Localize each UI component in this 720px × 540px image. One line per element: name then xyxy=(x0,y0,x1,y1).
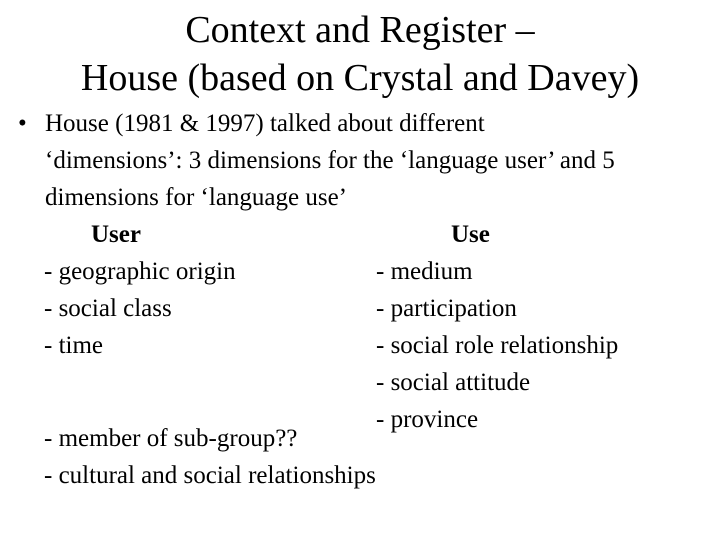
use-item: - province xyxy=(376,406,479,433)
user-item: - time xyxy=(44,332,104,359)
extra-item: - cultural and social relationships xyxy=(44,462,376,489)
bullet-text-line-2: ‘dimensions’: 3 dimensions for the ‘language user’ and 5 xyxy=(45,147,615,174)
slide-title xyxy=(0,6,720,102)
bullet-text-line-1: House (1981 & 1997) talked about different xyxy=(45,110,485,137)
use-column xyxy=(376,216,706,438)
use-item: - medium xyxy=(376,258,473,285)
user-column-heading: User xyxy=(91,221,141,248)
use-item: - participation xyxy=(376,295,517,322)
use-column-heading: Use xyxy=(451,221,490,248)
bullet-point xyxy=(18,105,708,216)
use-item: - social attitude xyxy=(376,369,531,396)
bullet-text-line-3: dimensions for ‘language use’ xyxy=(45,184,348,211)
bullet-icon: • xyxy=(18,110,27,137)
extra-items xyxy=(44,420,376,494)
title-line-2: House (based on Crystal and Davey) xyxy=(80,57,640,99)
user-column xyxy=(44,216,374,364)
title-line-1: Context and Register – xyxy=(185,9,535,51)
user-item: - geographic origin xyxy=(44,258,236,285)
use-item: - social role relationship xyxy=(376,332,619,359)
extra-item: - member of sub-group?? xyxy=(44,425,298,452)
user-item: - social class xyxy=(44,295,172,322)
